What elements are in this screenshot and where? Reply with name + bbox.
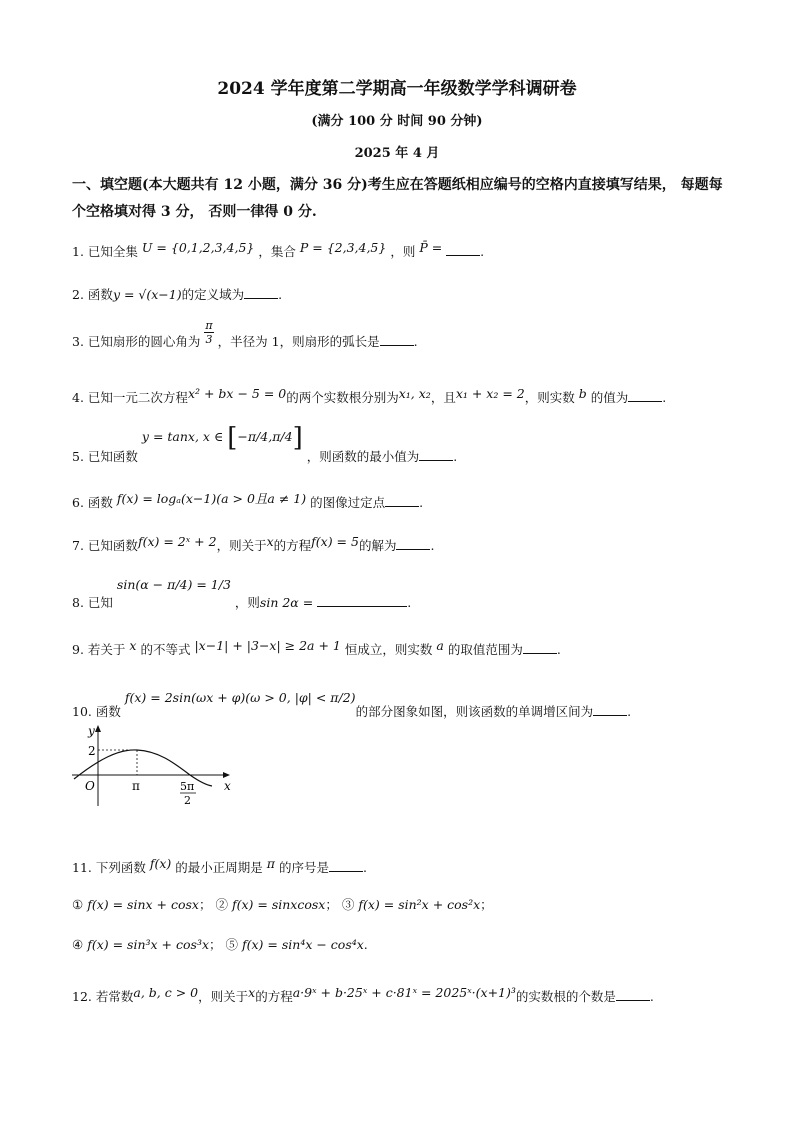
punctuation: . <box>662 390 667 405</box>
question-text: 恒成立，则实数 <box>344 642 433 657</box>
answer-blank[interactable] <box>446 243 480 256</box>
question-9 <box>72 638 561 659</box>
question-number: 5. <box>72 449 84 464</box>
punctuation: . <box>556 642 561 657</box>
question-text: ，则 <box>390 244 416 259</box>
question-text: 已知一元二次方程 <box>87 390 188 405</box>
math-expression: f(x) = 5 <box>311 534 359 549</box>
answer-blank[interactable] <box>385 494 419 507</box>
question-text: 函数 <box>87 495 113 510</box>
question-12 <box>72 985 654 1006</box>
question-text: 下列函数 <box>95 860 146 875</box>
punctuation: ； <box>480 897 493 912</box>
x-axis-label: x <box>224 779 231 793</box>
exam-date: 2025 年 4 月 <box>354 146 440 161</box>
question-6 <box>72 491 424 512</box>
x-tick-pi: π <box>132 779 140 793</box>
question-number: 10. <box>72 704 92 719</box>
y-tick-label: 2 <box>88 744 96 758</box>
question-text: ，半径为 1，则扇形的弧长是 <box>217 334 380 349</box>
punctuation: . <box>453 449 458 464</box>
question-number: 6. <box>72 495 84 510</box>
math-expression: f(x) = 2ˣ + 2 <box>137 534 217 549</box>
punctuation: ； <box>325 897 338 912</box>
question-number: 2. <box>72 287 84 302</box>
question-text: 已知函数 <box>87 449 138 464</box>
question-1 <box>72 240 485 261</box>
question-number: 1. <box>72 244 84 259</box>
option-mark: ⑤ <box>225 937 239 952</box>
answer-blank[interactable] <box>593 703 627 716</box>
math-expression: P̄ = <box>419 240 443 255</box>
option-expression: f(x) = sinx + cosx <box>87 897 199 912</box>
question-4 <box>72 386 667 407</box>
question-text: 的解为 <box>358 538 397 553</box>
question-2 <box>72 286 282 304</box>
math-expression: f(x) <box>149 856 172 871</box>
question-text: 的图像过定点 <box>310 495 386 510</box>
math-expression: |x−1| + |3−x| ≥ 2a + 1 <box>194 638 341 653</box>
punctuation: . <box>480 244 485 259</box>
question-text: 的实数根的个数是 <box>515 989 616 1004</box>
math-expression: a·9ˣ + b·25ˣ + c·81ˣ = 2025ˣ·(x+1)³ <box>292 985 516 1000</box>
answer-blank[interactable] <box>616 988 650 1001</box>
option-expression: f(x) = sin³x + cos³x <box>87 937 209 952</box>
x-tick-5pi-denominator: 2 <box>184 794 191 807</box>
math-expression: x <box>129 638 137 653</box>
math-expression: x² + bx − 5 = 0 <box>187 386 287 401</box>
page-title: 2024 学年度第二学期高一年级数学学科调研卷 <box>217 79 577 99</box>
question-number: 7. <box>72 538 84 553</box>
punctuation: . <box>363 937 368 952</box>
question-10 <box>72 690 632 721</box>
exam-info: (满分 100 分 时间 90 分钟) <box>311 114 483 129</box>
answer-blank[interactable] <box>329 859 363 872</box>
option-expression: f(x) = sin²x + cos²x <box>358 897 481 912</box>
question-text: ，则关于 <box>216 538 267 553</box>
fraction <box>204 319 213 346</box>
option-mark: ③ <box>341 897 355 912</box>
question-text: 函数 <box>87 287 113 302</box>
answer-blank[interactable] <box>380 333 414 346</box>
punctuation: . <box>419 495 424 510</box>
question-text: 已知函数 <box>87 538 138 553</box>
question-text: 函数 <box>95 704 121 719</box>
question-text: 的不等式 <box>140 642 191 657</box>
math-expression: x <box>266 534 274 549</box>
q11-options-row-1 <box>72 896 493 914</box>
question-5 <box>72 423 457 464</box>
section-heading: 一、填空题(本大题共有 12 小题，满分 36 分)考生应在答题纸相应编号的空格内直接填写结果， 每题每个空格填对得 3 分， 否则一律得 0 分. <box>72 177 723 220</box>
answer-blank[interactable] <box>317 594 407 607</box>
y-axis-label: y <box>88 724 95 738</box>
math-expression: y = tanx, x ∈ <box>141 429 224 444</box>
option-mark: ① <box>72 897 84 912</box>
bracket-left: [ <box>227 422 238 453</box>
question-number: 3. <box>72 334 84 349</box>
question-text: 的部分图象如图，则该函数的单调增区间为 <box>355 704 594 719</box>
math-expression: π <box>266 856 276 871</box>
question-text: ，且 <box>430 390 456 405</box>
punctuation: . <box>407 595 412 610</box>
question-8 <box>72 577 412 612</box>
punctuation: ； <box>198 897 212 912</box>
question-text: 已知 <box>87 595 113 610</box>
question-number: 9. <box>72 642 84 657</box>
question-number: 4. <box>72 390 84 405</box>
punctuation: . <box>649 989 654 1004</box>
punctuation: . <box>413 334 418 349</box>
question-text: ，则实数 <box>524 390 575 405</box>
question-number: 11. <box>72 860 92 875</box>
answer-blank[interactable] <box>244 286 278 299</box>
question-text: 的值为 <box>590 390 629 405</box>
denominator: 3 <box>205 333 213 346</box>
question-text: 若关于 <box>87 642 126 657</box>
punctuation: . <box>627 704 632 719</box>
comma: , <box>268 429 273 444</box>
question-text: 若常数 <box>95 989 134 1004</box>
question-text: 的取值范围为 <box>447 642 523 657</box>
question-number: 12. <box>72 989 92 1004</box>
question-3 <box>72 319 418 362</box>
question-text: 的方程 <box>255 989 293 1004</box>
question-text: ，则函数的最小值为 <box>306 449 420 464</box>
question-text: 的两个实数根分别为 <box>286 390 399 405</box>
math-expression: b <box>578 386 587 401</box>
answer-blank[interactable] <box>628 389 662 402</box>
punctuation: . <box>430 538 435 553</box>
question-11 <box>72 856 367 877</box>
math-expression: x₁, x₂ <box>398 386 431 401</box>
question-text: 的方程 <box>273 538 312 553</box>
question-text: ，则 <box>234 595 260 610</box>
math-expression: sin(α − π/4) = 1/3 <box>116 577 231 592</box>
punctuation: . <box>278 287 283 302</box>
math-expression: f(x) = logₐ(x−1)(a > 0且a ≠ 1) <box>116 491 307 506</box>
option-mark: ② <box>215 897 228 912</box>
question-number: 8. <box>72 595 84 610</box>
math-expression: x <box>248 985 256 1000</box>
answer-blank[interactable] <box>419 448 453 461</box>
q11-options-row-2 <box>72 936 368 954</box>
question-text: 的定义域为 <box>181 287 245 302</box>
x-axis-arrow-icon <box>223 772 230 778</box>
interval-upper: π/4 <box>272 429 293 444</box>
punctuation: ； <box>209 937 222 952</box>
math-expression: a <box>436 638 444 653</box>
math-expression: f(x) = 2sin(ωx + φ)(ω > 0, |φ| < π/2) <box>124 690 356 705</box>
math-expression: a, b, c > 0 <box>133 985 199 1000</box>
punctuation: . <box>363 860 367 875</box>
interval-lower: −π/4 <box>237 429 269 444</box>
origin-label: O <box>85 779 95 793</box>
question-text: ，则关于 <box>198 989 249 1004</box>
question-text: 已知扇形的圆心角为 <box>87 334 201 349</box>
math-expression: y = √(x−1) <box>112 287 182 302</box>
numerator: π <box>205 319 213 332</box>
math-expression: x₁ + x₂ = 2 <box>455 386 525 401</box>
option-expression: f(x) = sin⁴x − cos⁴x <box>242 937 364 952</box>
math-expression: U = {0,1,2,3,4,5} <box>141 240 255 255</box>
x-tick-5pi-numerator: 5π <box>180 780 195 793</box>
sine-graph <box>68 722 238 812</box>
question-7 <box>72 534 435 555</box>
bracket-right: ] <box>292 422 303 453</box>
option-mark: ④ <box>72 937 84 952</box>
question-text: 已知全集 <box>87 244 138 259</box>
option-expression: f(x) = sinxcosx <box>231 897 326 912</box>
question-text: ，集合 <box>258 244 296 259</box>
question-text: 的序号是 <box>279 860 330 875</box>
math-expression: P = {2,3,4,5} <box>299 240 387 255</box>
y-axis-arrow-icon <box>95 725 101 732</box>
math-expression: sin 2α = <box>259 595 314 610</box>
answer-blank[interactable] <box>396 537 430 550</box>
answer-blank[interactable] <box>523 641 557 654</box>
question-text: 的最小正周期是 <box>175 860 263 875</box>
